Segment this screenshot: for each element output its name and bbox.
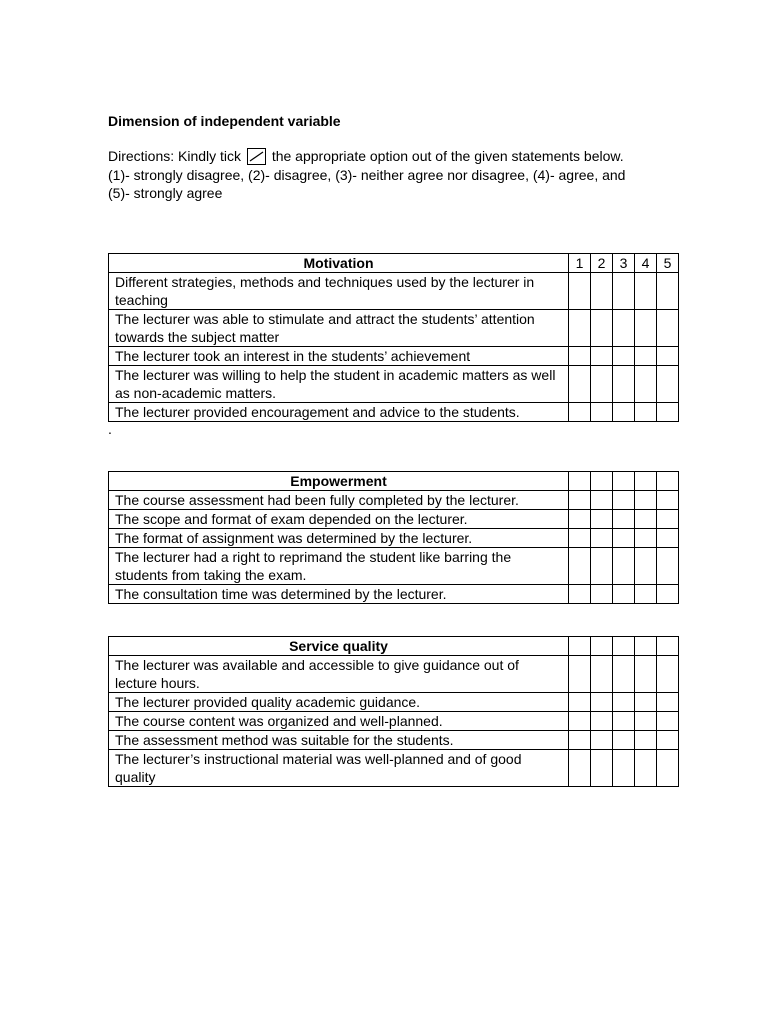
rating-cell-2 [591, 472, 613, 491]
table-row [109, 403, 679, 422]
rating-cell-2 [591, 637, 613, 656]
table-row [109, 750, 679, 787]
rating-cell-3[interactable] [613, 310, 635, 347]
page-heading: Dimension of independent variable [108, 113, 341, 129]
directions-lead: Directions: Kindly tick [108, 148, 242, 164]
rating-cell-3[interactable] [613, 750, 635, 787]
rating-cell-1[interactable] [569, 310, 591, 347]
rating-cell-3 [613, 472, 635, 491]
separator-dot: . [108, 421, 112, 437]
table-row [109, 656, 679, 693]
statement-text: The course assessment had been fully completed by the lecturer. [109, 491, 569, 510]
rating-cell-3[interactable] [613, 403, 635, 422]
statement-text: The course content was organized and well-planned. [109, 712, 569, 731]
table-row [109, 310, 679, 347]
table-header-row [109, 472, 679, 491]
rating-cell-1[interactable] [569, 750, 591, 787]
rating-cell-1[interactable] [569, 656, 591, 693]
empowerment-table [108, 471, 679, 604]
table-header-row [109, 637, 679, 656]
rating-cell-1 [569, 637, 591, 656]
statement-text: The scope and format of exam depended on the lecturer. [109, 510, 569, 529]
rating-cell-4[interactable] [635, 750, 657, 787]
table-title: Service quality [109, 637, 569, 656]
rating-cell-3 [613, 637, 635, 656]
statement-text: The lecturer took an interest in the students’ achievement [109, 347, 569, 366]
rating-cell-3[interactable] [613, 491, 635, 510]
rating-cell-5[interactable] [657, 731, 679, 750]
rating-cell-4 [635, 637, 657, 656]
rating-cell-2[interactable] [591, 403, 613, 422]
rating-cell-1[interactable] [569, 491, 591, 510]
rating-cell-4[interactable] [635, 656, 657, 693]
table-row [109, 347, 679, 366]
statement-text: The consultation time was determined by the lecturer. [109, 585, 569, 604]
rating-cell-3[interactable] [613, 273, 635, 310]
table-row [109, 273, 679, 310]
rating-cell-3[interactable] [613, 366, 635, 403]
statement-text: The assessment method was suitable for the students. [109, 731, 569, 750]
rating-cell-2[interactable] [591, 347, 613, 366]
rating-cell-3[interactable] [613, 712, 635, 731]
table-title: Empowerment [109, 472, 569, 491]
directions-tail: the appropriate option out of the given statements below. [271, 148, 624, 164]
rating-cell-1[interactable] [569, 731, 591, 750]
rating-cell-4[interactable] [635, 347, 657, 366]
rating-cell-1[interactable] [569, 529, 591, 548]
rating-cell-4[interactable] [635, 529, 657, 548]
rating-cell-4[interactable] [635, 273, 657, 310]
statement-text: Different strategies, methods and techniques used by the lecturer in teaching [109, 273, 569, 310]
rating-cell-3[interactable] [613, 585, 635, 604]
table-row [109, 366, 679, 403]
rating-cell-5[interactable] [657, 656, 679, 693]
rating-cell-5 [657, 637, 679, 656]
rating-cell-2[interactable] [591, 310, 613, 347]
rating-cell-4[interactable] [635, 510, 657, 529]
rating-cell-5[interactable] [657, 529, 679, 548]
table-row [109, 693, 679, 712]
rating-cell-1[interactable] [569, 712, 591, 731]
rating-cell-5[interactable] [657, 548, 679, 585]
rating-cell-3[interactable] [613, 731, 635, 750]
rating-cell-4[interactable] [635, 731, 657, 750]
rating-cell-1 [569, 472, 591, 491]
rating-cell-2[interactable] [591, 731, 613, 750]
rating-cell-5[interactable] [657, 750, 679, 787]
rating-cell-5[interactable] [657, 273, 679, 310]
rating-cell-3[interactable] [613, 693, 635, 712]
scale-label-3: 3 [613, 254, 635, 273]
rating-cell-5 [657, 472, 679, 491]
rating-cell-5[interactable] [657, 403, 679, 422]
rating-cell-2[interactable] [591, 585, 613, 604]
rating-cell-2[interactable] [591, 693, 613, 712]
scale-label-5: 5 [657, 254, 679, 273]
rating-cell-3[interactable] [613, 656, 635, 693]
rating-cell-4[interactable] [635, 693, 657, 712]
rating-cell-4[interactable] [635, 585, 657, 604]
rating-cell-4[interactable] [635, 310, 657, 347]
tick-box-icon [247, 148, 266, 165]
scale-label-1: 1 [569, 254, 591, 273]
rating-cell-1[interactable] [569, 548, 591, 585]
rating-cell-5[interactable] [657, 585, 679, 604]
rating-cell-2[interactable] [591, 510, 613, 529]
table-row [109, 510, 679, 529]
statement-text: The lecturer’s instructional material was well-planned and of good quality [109, 750, 569, 787]
rating-cell-5[interactable] [657, 693, 679, 712]
table-row [109, 731, 679, 750]
rating-cell-1[interactable] [569, 403, 591, 422]
scale-label-4: 4 [635, 254, 657, 273]
rating-cell-2[interactable] [591, 529, 613, 548]
scale-label-2: 2 [591, 254, 613, 273]
rating-cell-4[interactable] [635, 712, 657, 731]
table-row [109, 529, 679, 548]
rating-cell-4[interactable] [635, 403, 657, 422]
rating-cell-2[interactable] [591, 273, 613, 310]
rating-cell-5[interactable] [657, 310, 679, 347]
statement-text: The lecturer provided encouragement and advice to the students. [109, 403, 569, 422]
rating-cell-2[interactable] [591, 712, 613, 731]
service-quality-table [108, 636, 679, 787]
rating-cell-5[interactable] [657, 347, 679, 366]
statement-text: The format of assignment was determined by the lecturer. [109, 529, 569, 548]
rating-cell-1[interactable] [569, 510, 591, 529]
rating-cell-5[interactable] [657, 712, 679, 731]
rating-cell-4[interactable] [635, 491, 657, 510]
rating-cell-5[interactable] [657, 366, 679, 403]
table-header-row [109, 254, 679, 273]
rating-cell-5[interactable] [657, 510, 679, 529]
rating-cell-1[interactable] [569, 693, 591, 712]
rating-cell-2[interactable] [591, 750, 613, 787]
table-title: Motivation [109, 254, 569, 273]
statement-text: The lecturer had a right to reprimand the student like barring the students from taking the exam. [109, 548, 569, 585]
statement-text: The lecturer was available and accessible to give guidance out of lecture hours. [109, 656, 569, 693]
rating-cell-1[interactable] [569, 347, 591, 366]
rating-cell-5[interactable] [657, 491, 679, 510]
rating-cell-3[interactable] [613, 510, 635, 529]
rating-cell-4[interactable] [635, 548, 657, 585]
table-row [109, 548, 679, 585]
statement-text: The lecturer was willing to help the student in academic matters as well as non-academic matters. [109, 366, 569, 403]
rating-cell-2[interactable] [591, 656, 613, 693]
table-row [109, 712, 679, 731]
rating-cell-1[interactable] [569, 273, 591, 310]
rating-cell-4 [635, 472, 657, 491]
rating-cell-4[interactable] [635, 366, 657, 403]
directions-text [108, 147, 708, 203]
rating-cell-1[interactable] [569, 585, 591, 604]
statement-text: The lecturer provided quality academic guidance. [109, 693, 569, 712]
rating-cell-2[interactable] [591, 366, 613, 403]
directions-line-1 [108, 147, 708, 166]
rating-cell-3[interactable] [613, 548, 635, 585]
rating-cell-2[interactable] [591, 548, 613, 585]
rating-cell-2[interactable] [591, 491, 613, 510]
rating-cell-3[interactable] [613, 529, 635, 548]
directions-line-2: (1)- strongly disagree, (2)- disagree, (3)- neither agree nor disagree, (4)- agree, and [108, 166, 626, 183]
directions-line-3: (5)- strongly agree [108, 185, 223, 201]
table-row [109, 585, 679, 604]
rating-cell-1[interactable] [569, 366, 591, 403]
rating-cell-3[interactable] [613, 347, 635, 366]
table-row [109, 491, 679, 510]
motivation-table [108, 253, 679, 422]
statement-text: The lecturer was able to stimulate and attract the students’ attention towards the subject matter [109, 310, 569, 347]
